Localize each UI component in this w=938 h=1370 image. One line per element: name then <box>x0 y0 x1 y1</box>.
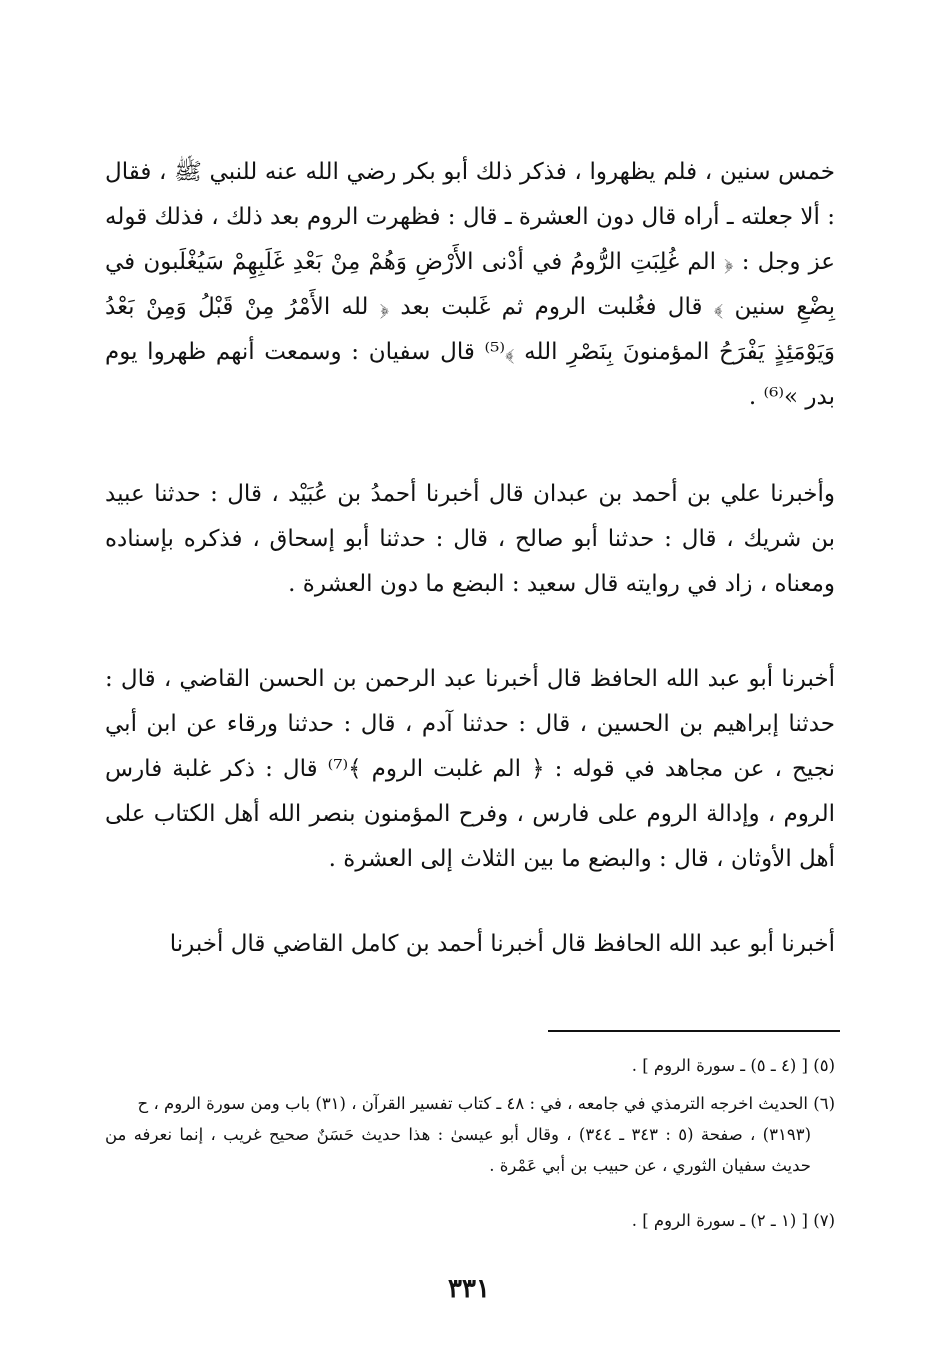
body-paragraph-4: أخبرنا أبو عبد الله الحافظ قال أخبرنا أحمد بن كامل القاضي قال أخبرنا <box>169 931 835 957</box>
page-number: ٣٣١ <box>448 1274 490 1304</box>
footnote-5: (٥) [ (٤ ـ ٥) ـ سورة الروم ] . <box>631 1056 835 1075</box>
body-paragraph-3: أخبرنا أبو عبد الله الحافظ قال أخبرنا عبد الرحمن بن الحسن القاضي ، قال : حدثنا إبراهيم بن الحسين ، قال : حدثنا آدم ، قال : حدثنا ورقاء عن ابن أبي نجيح ، عن مجاهد في قوله : ﴿ الم غلبت الروم ﴾⁽⁷⁾ قال : ذكر غلبة فارس الروم ، وإدالة الروم على فارس ، وفرح المؤمنون بنصر الله أهل الكتاب على أهل الأوثان ، قال : والبضع ما بين الثلاث إلى العشرة . <box>105 666 836 872</box>
footnote-7: (٧) [ (١ ـ ٢) ـ سورة الروم ] . <box>631 1211 835 1230</box>
body-paragraph-2: وأخبرنا علي بن أحمد بن عبدان قال أخبرنا أحمدُ بن عُبَيْد ، قال : حدثنا عبيد بن شريك ، قال : حدثنا أبو صالح ، قال : حدثنا أبو إسحاق ، فذكره بإسناده ومعناه ، زاد في روايته قال سعيد : البضع ما دون العشرة . <box>105 481 835 597</box>
body-paragraph-1: خمس سنين ، فلم يظهروا ، فذكر ذلك أبو بكر رضي الله عنه للنبي ﷺ ، فقال : ألا جعلته ـ أراه قال دون العشرة ـ قال : فظهرت الروم بعد ذلك ، فذلك قوله عز وجل : ﴿ الم غُلِبَتِ الرُّومُ في أدْنى الأَرْضِ وَهُمْ مِنْ بَعْدِ غَلَبِهِمْ سَيُغْلَبون في بِضْعِ سنين ﴾ قال فغُلبت الروم ثم غَلبت بعد ﴿ لله الأَمْرُ مِنْ قَبْلُ وَمِنْ بَعْدُ وَيَوْمَئِذٍ يَفْرَحُ المؤمنونَ بِنَصْرِ الله ﴾⁽⁵⁾ قال سفيان : وسمعت أنهم ظهروا يوم بدر »⁽⁶⁾ . <box>105 159 835 410</box>
footnote-separator <box>548 1030 840 1032</box>
footnote-6 <box>105 1088 835 1181</box>
footnote-6-continuation: (٣١٩٣) ، صفحة (٥ : ٣٤٣ ـ ٣٤٤) ، وقال أبو عيسىٰ : هذا حديث حَسَنٌ صحيح غريب ، إنما نعرفه من حديث سفيان الثوري ، عن حبيب بن أبي عَمْرة . <box>105 1125 812 1175</box>
footnote-6-line-1: (٦) الحديث اخرجه الترمذي في جامعه ، في : ٤٨ ـ كتاب تفسير القرآن ، (٣١) باب ومن سورة الروم ، ح <box>137 1094 835 1113</box>
